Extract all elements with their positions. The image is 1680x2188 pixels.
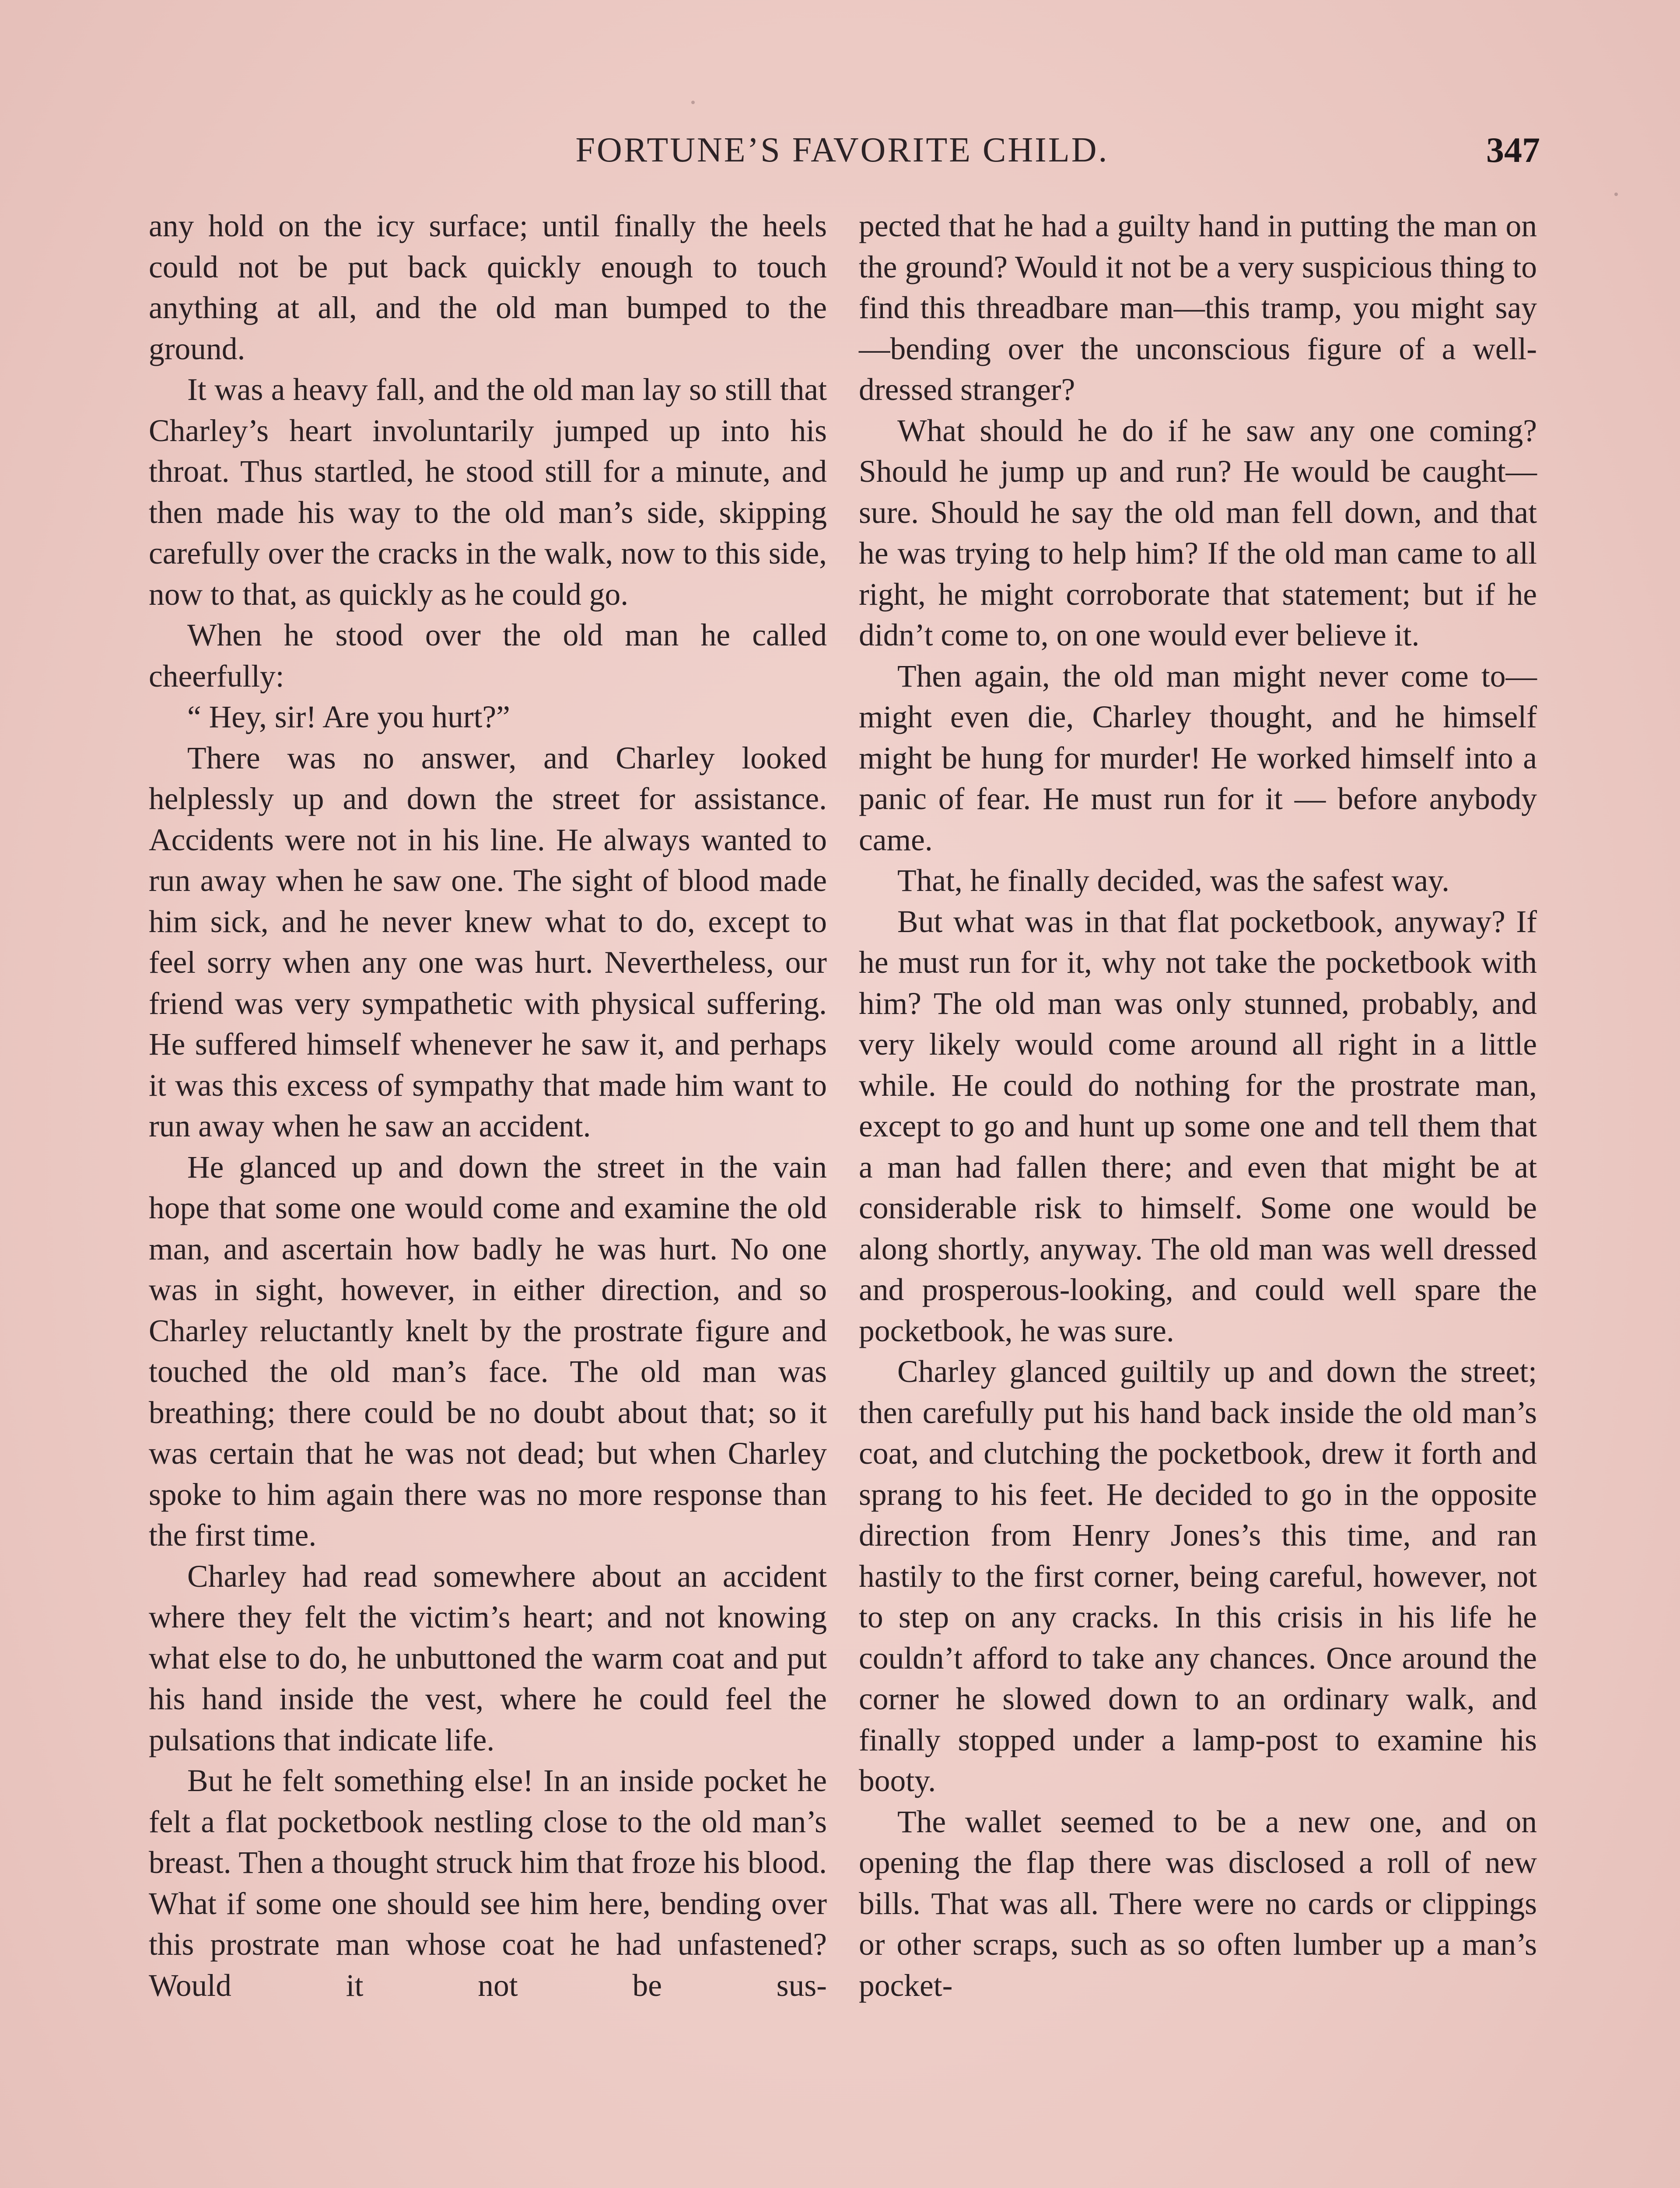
paper-speck bbox=[1614, 193, 1618, 196]
running-title: FORTUNE’S FAVORITE CHILD. bbox=[575, 131, 1109, 169]
paragraph: Charley had read somewhere about an accident where they felt the victim’s heart; and not knowing what else to do, he unbuttoned the warm coat and put his hand inside the vest, where he could feel the pulsations that indicate life. bbox=[149, 1559, 827, 1757]
paragraph: any hold on the icy surface; until finally the heels could not be put back quickly enough to touch anything at all, and the old man bumped to the ground. bbox=[149, 209, 827, 366]
right-column bbox=[859, 206, 1537, 2006]
left-column bbox=[149, 206, 827, 2006]
paragraph: It was a heavy fall, and the old man lay so still that Charley’s heart involuntarily jumped up into his throat. Thus startled, he stood still for a minute, and then made his way to the old man’s side, skipping carefully over the cracks in the walk, now to this side, now to that, as quickly as he could go. bbox=[149, 372, 827, 612]
paragraph: When he stood over the old man he called cheerfully: bbox=[149, 618, 827, 694]
paragraph: The wallet seemed to be a new one, and on opening the flap there was disclosed a roll of new bills. That was all. There were no cards or clippings or other scraps, such as so often lumber up a man’s pocket- bbox=[859, 1804, 1537, 2003]
dialogue-line: “ Hey, sir! Are you hurt?” bbox=[187, 700, 510, 734]
paragraph: But what was in that flat pocketbook, anyway? If he must run for it, why not take the pocketbook with him? The old man was only stunned, probably, and very likely would come around all right in a little while. He could do nothing for the prostrate man, except to go and hunt up some one and tell them that a man had fallen there; and even that might be at considerable risk to himself. Some one would be along shortly, anyway. The old man was well dressed and prosperous-looking, and could well spare the pocketbook, he was sure. bbox=[859, 904, 1537, 1348]
paragraph: pected that he had a guilty hand in putting the man on the ground? Would it not be a very suspicious thing to find this threadbare man—this tramp, you might say—bending over the unconscious figure of a well-dressed stranger? bbox=[859, 209, 1537, 407]
paper-speck bbox=[691, 101, 695, 104]
paragraph: Then again, the old man might never come to—might even die, Charley thought, and he himself might be hung for murder! He worked himself into a panic of fear. He must run for it — before anybody came. bbox=[859, 659, 1537, 857]
running-head bbox=[144, 126, 1540, 174]
paragraph: What should he do if he saw any one coming? Should he jump up and run? He would be caught—sure. Should he say the old man fell down, and that he was trying to help him? If the old man came to all right, he might corroborate that statement; but if he didn’t come to, on one would ever believe it. bbox=[859, 413, 1537, 652]
page-number: 347 bbox=[1486, 130, 1540, 170]
paragraph: He glanced up and down the street in the vain hope that some one would come and examine the old man, and ascertain how badly he was hurt. No one was in sight, however, in either direction, and so Charley reluctantly knelt by the prostrate figure and touched the old man’s face. The old man was breathing; there could be no doubt about that; so it was certain that he was not dead; but when Charley spoke to him again there was no more response than the first time. bbox=[149, 1150, 827, 1553]
paragraph: There was no answer, and Charley looked helplessly up and down the street for assistance. Accidents were not in his line. He always wanted to run away when he saw one. The sight of blood made him sick, and he never knew what to do, except to feel sorry when any one was hurt. Nevertheless, our friend was very sympathetic with physical suffering. He suffered himself whenever he saw it, and perhaps it was this excess of sympathy that made him want to run away when he saw an accident. bbox=[149, 740, 827, 1143]
paragraph: Charley glanced guiltily up and down the street; then carefully put his hand back inside the old man’s coat, and clutching the pocketbook, drew it forth and sprang to his feet. He decided to go in the opposite direction from Henry Jones’s this time, and ran hastily to the first corner, being careful, however, not to step on any cracks. In this crisis in his life he couldn’t afford to take any chances. Once around the corner he slowed down to an ordinary walk, and finally stopped under a lamp-post to examine his booty. bbox=[859, 1354, 1537, 1798]
paragraph: That, he finally decided, was the safest way. bbox=[897, 863, 1450, 898]
paragraph: But he felt something else! In an inside pocket he felt a flat pocketbook nestling close to the old man’s breast. Then a thought struck him that froze his blood. What if some one should see him here, bending over this prostrate man whose coat he had unfastened? Would it not be sus- bbox=[149, 1764, 827, 2003]
